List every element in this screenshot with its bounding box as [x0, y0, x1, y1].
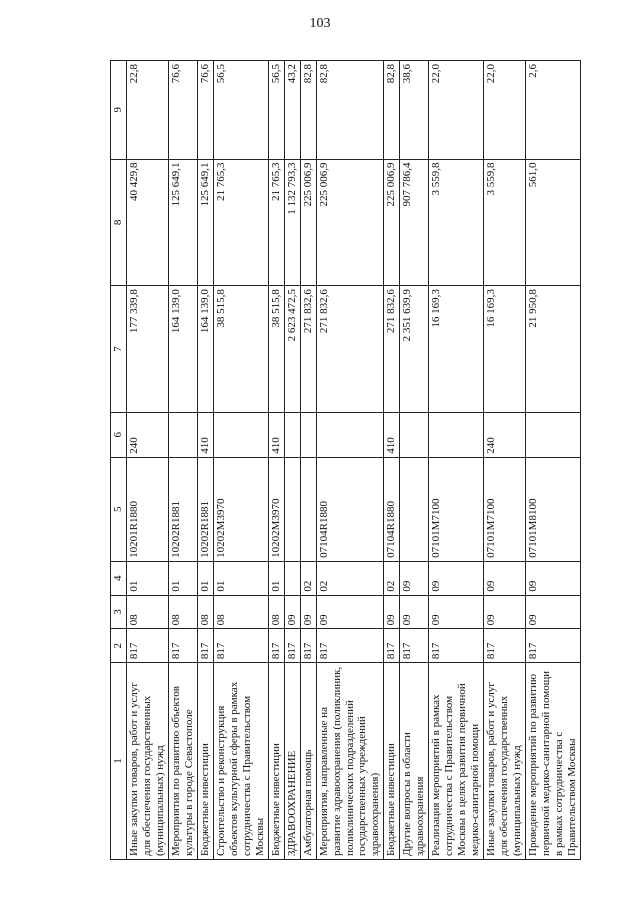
- table-cell-col-9: 56,5: [213, 61, 268, 160]
- table-cell-col-1: Строительство и реконструкция объектов культурной сферы в рамках сотрудничества с Правительством Москвы: [213, 663, 268, 860]
- table-row: [484, 61, 526, 860]
- table-cell-col-6: 410: [268, 412, 284, 457]
- table-cell-col-7: 2 351 639,9: [400, 286, 429, 413]
- table-cell-col-9: 38,6: [400, 61, 429, 160]
- table-cell-col-6: [400, 412, 429, 457]
- table-cell-col-9: 76,6: [197, 61, 213, 160]
- table-cell-col-5: 07104R1880: [316, 457, 384, 561]
- table-cell-col-1: Проведение мероприятий по развитию первичной медико-санитарной помощи в рамках сотрудничества с Правительством Москвы: [526, 663, 581, 860]
- table-cell-col-1: Мероприятия, направленные на развитие здравоохранения (поликлиник, поликлинических подразделений государственных учреждений здравоохранения): [316, 663, 384, 860]
- table-cell-col-2: 817: [300, 629, 316, 663]
- table-cell-col-7: 164 139,0: [197, 286, 213, 413]
- table-cell-col-6: [429, 412, 484, 457]
- table-cell-col-2: 817: [126, 629, 168, 663]
- table-cell-col-6: [316, 412, 384, 457]
- table-cell-col-4: 02: [316, 561, 384, 595]
- table-cell-col-3: 09: [526, 595, 581, 629]
- table-cell-col-7: 21 950,8: [526, 286, 581, 413]
- table-cell-col-5: 10201R1880: [126, 457, 168, 561]
- table-row: [316, 61, 384, 860]
- table-cell-col-4: 01: [168, 561, 197, 595]
- table-cell-col-3: 09: [300, 595, 316, 629]
- table-cell-col-5: [300, 457, 316, 561]
- table-cell-col-4: 01: [126, 561, 168, 595]
- table-row: [400, 61, 429, 860]
- table-cell-col-7: 38 515,8: [213, 286, 268, 413]
- table-cell-col-9: 82,8: [300, 61, 316, 160]
- table-cell-col-9: 56,5: [268, 61, 284, 160]
- table-cell-col-5: [400, 457, 429, 561]
- table-cell-col-6: [526, 412, 581, 457]
- table-cell-col-7: 16 169,3: [429, 286, 484, 413]
- table-cell-col-8: 3 559,8: [429, 159, 484, 286]
- table-cell-col-3: 09: [384, 595, 400, 629]
- table-cell-col-8: 225 006,9: [300, 159, 316, 286]
- table-cell-col-8: 21 765,3: [268, 159, 284, 286]
- table-cell-col-8: 125 649,1: [197, 159, 213, 286]
- table-cell-col-9: 2,6: [526, 61, 581, 160]
- table-cell-col-4: 02: [300, 561, 316, 595]
- table-cell-col-4: 09: [429, 561, 484, 595]
- table-cell-col-7: 177 339,8: [126, 286, 168, 413]
- table-cell-col-1: Бюджетные инвестиции: [268, 663, 284, 860]
- table-cell-col-1: Иные закупки товаров, работ и услуг для обеспечения государственных (муниципальных) нужд: [126, 663, 168, 860]
- table-cell-col-1: Реализация мероприятий в рамках сотрудничества с Правительством Москвы в целях развития первичной медико-санитарной помощи: [429, 663, 484, 860]
- table-row: [526, 61, 581, 860]
- table-cell-col-5: 07104R1880: [384, 457, 400, 561]
- page-number: 103: [309, 16, 331, 31]
- table-cell-col-9: 43,2: [284, 61, 300, 160]
- table-body: [126, 61, 580, 860]
- table-cell-col-3: 08: [168, 595, 197, 629]
- table-cell-col-5: 10202R1881: [197, 457, 213, 561]
- table-cell-col-9: 76,6: [168, 61, 197, 160]
- table-cell-col-2: 817: [168, 629, 197, 663]
- table-cell-col-7: 164 139,0: [168, 286, 197, 413]
- table-row: [384, 61, 400, 860]
- table-cell-col-8: 907 786,4: [400, 159, 429, 286]
- table-cell-col-2: 817: [484, 629, 526, 663]
- column-header-2: 2: [111, 629, 127, 663]
- table-row: [213, 61, 268, 860]
- table-cell-col-5: 10202R1881: [168, 457, 197, 561]
- column-header-4: 4: [111, 561, 127, 595]
- table-cell-col-4: 02: [384, 561, 400, 595]
- table-row: [126, 61, 168, 860]
- table-cell-col-9: 82,8: [384, 61, 400, 160]
- table-cell-col-8: 125 649,1: [168, 159, 197, 286]
- table-cell-col-2: 817: [213, 629, 268, 663]
- table-cell-col-9: 22,0: [429, 61, 484, 160]
- table-cell-col-3: 08: [268, 595, 284, 629]
- table-row: [300, 61, 316, 860]
- table-cell-col-2: 817: [316, 629, 384, 663]
- column-header-9: 9: [111, 61, 127, 160]
- table-cell-col-3: 08: [213, 595, 268, 629]
- table-cell-col-1: Бюджетные инвестиции: [384, 663, 400, 860]
- table-cell-col-2: 817: [197, 629, 213, 663]
- table-cell-col-1: Иные закупки товаров, работ и услуг для обеспечения государственных (муниципальных) нужд: [484, 663, 526, 860]
- table-cell-col-3: 09: [400, 595, 429, 629]
- table-cell-col-3: 08: [197, 595, 213, 629]
- table-cell-col-3: 09: [284, 595, 300, 629]
- table-cell-col-5: 10202M3970: [213, 457, 268, 561]
- table-cell-col-4: 01: [213, 561, 268, 595]
- table-row: [429, 61, 484, 860]
- table-cell-col-8: 3 559,8: [484, 159, 526, 286]
- table-cell-col-2: 817: [526, 629, 581, 663]
- table-cell-col-8: 1 132 793,3: [284, 159, 300, 286]
- table-cell-col-1: Мероприятия по развитию объектов культуры в городе Севастополе: [168, 663, 197, 860]
- table-cell-col-4: 09: [484, 561, 526, 595]
- table-cell-col-6: 240: [484, 412, 526, 457]
- table-cell-col-5: 07101M8100: [526, 457, 581, 561]
- table-cell-col-3: 09: [484, 595, 526, 629]
- table-cell-col-6: [284, 412, 300, 457]
- table-cell-col-6: 240: [126, 412, 168, 457]
- table-cell-col-7: 38 515,8: [268, 286, 284, 413]
- table-cell-col-6: [168, 412, 197, 457]
- table-row: [197, 61, 213, 860]
- table-cell-col-3: 08: [126, 595, 168, 629]
- table-cell-col-1: ЗДРАВООХРАНЕНИЕ: [284, 663, 300, 860]
- column-header-6: 6: [111, 412, 127, 457]
- table-cell-col-2: 817: [429, 629, 484, 663]
- table-cell-col-6: 410: [384, 412, 400, 457]
- table-cell-col-2: 817: [400, 629, 429, 663]
- table-rotated-wrapper: [110, 60, 610, 860]
- table-cell-col-8: 225 006,9: [316, 159, 384, 286]
- table-cell-col-4: 09: [526, 561, 581, 595]
- table-row: [168, 61, 197, 860]
- table-cell-col-1: Амбулаторная помощь: [300, 663, 316, 860]
- table-cell-col-8: 21 765,3: [213, 159, 268, 286]
- column-header-1: 1: [111, 663, 127, 860]
- budget-table: [110, 60, 581, 860]
- table-cell-col-9: 82,8: [316, 61, 384, 160]
- table-header-row: [111, 61, 127, 860]
- table-cell-col-1: Бюджетные инвестиции: [197, 663, 213, 860]
- table-cell-col-5: 10202M3970: [268, 457, 284, 561]
- table-cell-col-3: 09: [429, 595, 484, 629]
- table-row: [284, 61, 300, 860]
- table-cell-col-7: 271 832,6: [316, 286, 384, 413]
- table-cell-col-2: 817: [384, 629, 400, 663]
- table-cell-col-6: [300, 412, 316, 457]
- column-header-3: 3: [111, 595, 127, 629]
- table-cell-col-4: 01: [197, 561, 213, 595]
- table-cell-col-5: 07101M7100: [484, 457, 526, 561]
- table-cell-col-7: 271 832,6: [300, 286, 316, 413]
- table-cell-col-2: 817: [284, 629, 300, 663]
- table-cell-col-7: 271 832,6: [384, 286, 400, 413]
- table-cell-col-6: [213, 412, 268, 457]
- table-cell-col-9: 22,0: [484, 61, 526, 160]
- table-cell-col-1: Другие вопросы в области здравоохранения: [400, 663, 429, 860]
- column-header-7: 7: [111, 286, 127, 413]
- table-cell-col-7: 16 169,3: [484, 286, 526, 413]
- table-cell-col-2: 817: [268, 629, 284, 663]
- table-cell-col-7: 2 623 472,5: [284, 286, 300, 413]
- table-cell-col-4: 01: [268, 561, 284, 595]
- table-cell-col-8: 225 006,9: [384, 159, 400, 286]
- table-cell-col-3: 09: [316, 595, 384, 629]
- table-cell-col-8: 561,0: [526, 159, 581, 286]
- table-cell-col-4: [284, 561, 300, 595]
- table-cell-col-8: 40 429,8: [126, 159, 168, 286]
- table-cell-col-6: 410: [197, 412, 213, 457]
- table-cell-col-5: [284, 457, 300, 561]
- column-header-8: 8: [111, 159, 127, 286]
- table-cell-col-4: 09: [400, 561, 429, 595]
- table-cell-col-9: 22,8: [126, 61, 168, 160]
- column-header-5: 5: [111, 457, 127, 561]
- table-row: [268, 61, 284, 860]
- table-cell-col-5: 07101M7100: [429, 457, 484, 561]
